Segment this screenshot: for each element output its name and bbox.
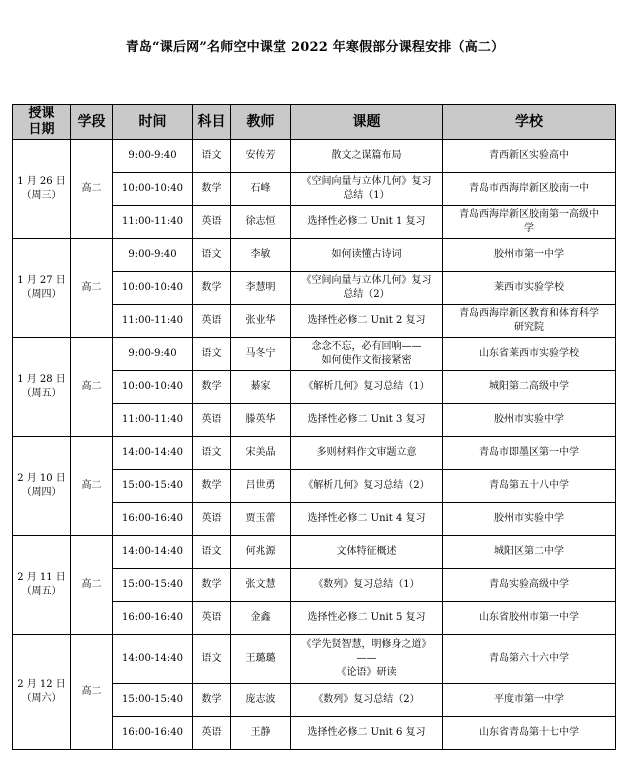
- cell-subject: 数学: [193, 272, 231, 305]
- cell-teacher: 徐志恒: [231, 206, 291, 239]
- cell-school: 莱西市实验学校: [443, 272, 616, 305]
- cell-stage: 高二: [71, 437, 113, 536]
- header-row: [13, 105, 616, 140]
- column-header-stage: 学段: [71, 105, 113, 140]
- cell-school: 山东省青岛第十七中学: [443, 717, 616, 750]
- cell-subject: 英语: [193, 305, 231, 338]
- cell-subject: 数学: [193, 684, 231, 717]
- cell-topic: 《数列》复习总结（2）: [291, 684, 443, 717]
- cell-time: 11:00-11:40: [113, 404, 193, 437]
- cell-subject: 语文: [193, 338, 231, 371]
- table-row: [13, 536, 616, 569]
- cell-topic: 文体特征概述: [291, 536, 443, 569]
- cell-teacher: 安传芳: [231, 140, 291, 173]
- cell-school: 胶州市实验中学: [443, 503, 616, 536]
- cell-school: 青岛西海岸新区教育和体育科学 研究院: [443, 305, 616, 338]
- cell-school: 青岛实验高级中学: [443, 569, 616, 602]
- cell-teacher: 马冬宁: [231, 338, 291, 371]
- cell-stage: 高二: [71, 140, 113, 239]
- cell-topic: 《空间向量与立体几何》复习 总结（2）: [291, 272, 443, 305]
- cell-topic: 选择性必修二 Unit 2 复习: [291, 305, 443, 338]
- cell-subject: 语文: [193, 635, 231, 684]
- cell-teacher: 吕世勇: [231, 470, 291, 503]
- table-row: [13, 239, 616, 272]
- cell-time: 9:00-9:40: [113, 338, 193, 371]
- cell-school: 胶州市第一中学: [443, 239, 616, 272]
- cell-teacher: 张业华: [231, 305, 291, 338]
- cell-topic: 念念不忘，必有回响—— 如何使作文衔接紧密: [291, 338, 443, 371]
- schedule-table: [12, 104, 616, 750]
- cell-teacher: 王璐璐: [231, 635, 291, 684]
- cell-topic: 散文之谋篇布局: [291, 140, 443, 173]
- cell-school: 青岛第五十八中学: [443, 470, 616, 503]
- cell-date: 1 月 26 日 （周三）: [13, 140, 71, 239]
- table-row: [13, 635, 616, 684]
- cell-subject: 英语: [193, 206, 231, 239]
- cell-teacher: 张文慧: [231, 569, 291, 602]
- cell-school: 青岛市西海岸新区胶南一中: [443, 173, 616, 206]
- cell-teacher: 金鑫: [231, 602, 291, 635]
- cell-topic: 《数列》复习总结（1）: [291, 569, 443, 602]
- cell-date: 2 月 12 日 （周六）: [13, 635, 71, 750]
- cell-time: 11:00-11:40: [113, 305, 193, 338]
- table-row: [13, 338, 616, 371]
- cell-school: 胶州市实验中学: [443, 404, 616, 437]
- cell-time: 9:00-9:40: [113, 239, 193, 272]
- cell-stage: 高二: [71, 338, 113, 437]
- cell-topic: 如何读懂古诗词: [291, 239, 443, 272]
- cell-subject: 语文: [193, 437, 231, 470]
- cell-subject: 语文: [193, 140, 231, 173]
- cell-school: 青岛第六十六中学: [443, 635, 616, 684]
- cell-time: 14:00-14:40: [113, 635, 193, 684]
- cell-time: 14:00-14:40: [113, 437, 193, 470]
- cell-time: 15:00-15:40: [113, 684, 193, 717]
- cell-time: 15:00-15:40: [113, 470, 193, 503]
- cell-date: 2 月 11 日 （周五）: [13, 536, 71, 635]
- cell-subject: 数学: [193, 569, 231, 602]
- schedule-body: [13, 140, 616, 750]
- column-header-teacher: 教师: [231, 105, 291, 140]
- cell-time: 10:00-10:40: [113, 371, 193, 404]
- cell-topic: 《解析几何》复习总结（2）: [291, 470, 443, 503]
- cell-subject: 英语: [193, 717, 231, 750]
- cell-time: 16:00-16:40: [113, 602, 193, 635]
- column-header-date: 授课 日期: [13, 105, 71, 140]
- cell-teacher: 綦家: [231, 371, 291, 404]
- cell-school: 青西新区实验高中: [443, 140, 616, 173]
- cell-time: 10:00-10:40: [113, 272, 193, 305]
- cell-school: 平度市第一中学: [443, 684, 616, 717]
- cell-time: 15:00-15:40: [113, 569, 193, 602]
- cell-time: 9:00-9:40: [113, 140, 193, 173]
- cell-school: 山东省胶州市第一中学: [443, 602, 616, 635]
- cell-teacher: 滕英华: [231, 404, 291, 437]
- table-row: [13, 437, 616, 470]
- cell-teacher: 贾玉蕾: [231, 503, 291, 536]
- cell-teacher: 石峰: [231, 173, 291, 206]
- cell-time: 16:00-16:40: [113, 503, 193, 536]
- cell-topic: 选择性必修二 Unit 3 复习: [291, 404, 443, 437]
- cell-school: 青岛市即墨区第一中学: [443, 437, 616, 470]
- cell-subject: 英语: [193, 503, 231, 536]
- cell-date: 2 月 10 日 （周四）: [13, 437, 71, 536]
- cell-teacher: 李敏: [231, 239, 291, 272]
- cell-topic: 《学先贤智慧，明修身之道》 —— 《论语》研读: [291, 635, 443, 684]
- cell-subject: 英语: [193, 602, 231, 635]
- cell-stage: 高二: [71, 635, 113, 750]
- page-title: 青岛“课后网”名师空中课堂 2022 年寒假部分课程安排（高二）: [125, 40, 505, 55]
- cell-time: 16:00-16:40: [113, 717, 193, 750]
- cell-school: 城阳第二高级中学: [443, 371, 616, 404]
- cell-subject: 数学: [193, 371, 231, 404]
- cell-time: 11:00-11:40: [113, 206, 193, 239]
- column-header-subject: 科目: [193, 105, 231, 140]
- column-header-time: 时间: [113, 105, 193, 140]
- cell-subject: 英语: [193, 404, 231, 437]
- cell-subject: 语文: [193, 239, 231, 272]
- cell-time: 10:00-10:40: [113, 173, 193, 206]
- cell-topic: 多则材料作文审题立意: [291, 437, 443, 470]
- cell-date: 1 月 27 日 （周四）: [13, 239, 71, 338]
- cell-school: 城阳区第二中学: [443, 536, 616, 569]
- cell-school: 山东省莱西市实验学校: [443, 338, 616, 371]
- column-header-school: 学校: [443, 105, 616, 140]
- cell-teacher: 王静: [231, 717, 291, 750]
- cell-school: 青岛西海岸新区胶南第一高级中 学: [443, 206, 616, 239]
- cell-topic: 《空间向量与立体几何》复习 总结（1）: [291, 173, 443, 206]
- cell-topic: 《解析几何》复习总结（1）: [291, 371, 443, 404]
- table-row: [13, 140, 616, 173]
- cell-topic: 选择性必修二 Unit 6 复习: [291, 717, 443, 750]
- cell-teacher: 庞志波: [231, 684, 291, 717]
- cell-teacher: 宋美晶: [231, 437, 291, 470]
- cell-topic: 选择性必修二 Unit 1 复习: [291, 206, 443, 239]
- cell-subject: 数学: [193, 470, 231, 503]
- cell-time: 14:00-14:40: [113, 536, 193, 569]
- cell-subject: 数学: [193, 173, 231, 206]
- cell-subject: 语文: [193, 536, 231, 569]
- column-header-topic: 课题: [291, 105, 443, 140]
- cell-stage: 高二: [71, 239, 113, 338]
- cell-topic: 选择性必修二 Unit 5 复习: [291, 602, 443, 635]
- cell-stage: 高二: [71, 536, 113, 635]
- cell-teacher: 李慧明: [231, 272, 291, 305]
- cell-topic: 选择性必修二 Unit 4 复习: [291, 503, 443, 536]
- cell-teacher: 何兆源: [231, 536, 291, 569]
- cell-date: 1 月 28 日 （周五）: [13, 338, 71, 437]
